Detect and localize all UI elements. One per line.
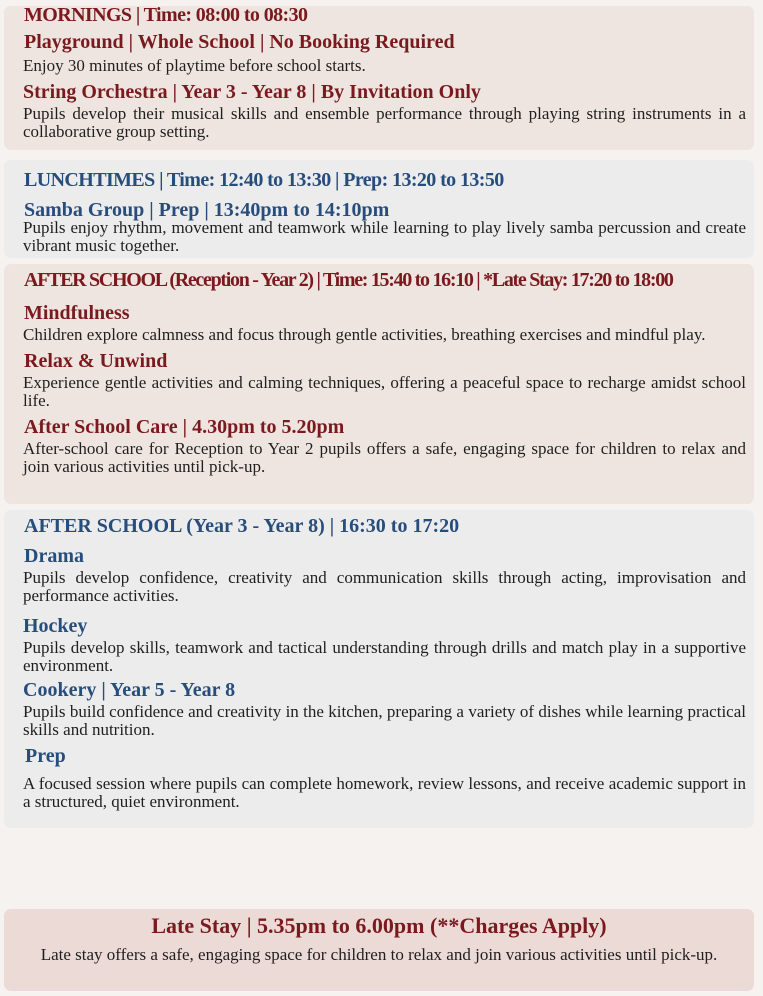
cookery-title: Cookery | Year 5 - Year 8 — [23, 679, 236, 701]
after-school-early-heading: AFTER SCHOOL (Reception - Year 2) | Time: 15:40 to 16:10 | *Late Stay: 17:20 to 18:00 — [24, 269, 673, 291]
after-school-care-title: After School Care | 4.30pm to 5.20pm — [24, 416, 345, 438]
lunchtimes-panel — [4, 160, 754, 258]
mornings-panel — [4, 6, 754, 150]
drama-title: Drama — [24, 545, 84, 567]
samba-desc: Pupils enjoy rhythm, movement and teamwork while learning to play lively samba percussion and create vibrant music together. — [23, 218, 746, 255]
prep-title: Prep — [25, 745, 66, 767]
late-stay-desc: Late stay offers a safe, engaging space for children to relax and join various activities until pick-up. — [40, 945, 718, 964]
prep-desc: A focused session where pupils can complete homework, review lessons, and receive academic support in a structured, quiet environment. — [23, 774, 746, 811]
relax-unwind-title: Relax & Unwind — [24, 350, 168, 372]
string-orchestra-title: String Orchestra | Year 3 - Year 8 | By Invitation Only — [23, 81, 481, 103]
samba-title: Samba Group | Prep | 13:40pm to 14:10pm — [24, 199, 390, 221]
after-school-senior-heading: AFTER SCHOOL (Year 3 - Year 8) | 16:30 to 17:20 — [24, 515, 460, 537]
mornings-heading: MORNINGS | Time: 08:00 to 08:30 — [24, 4, 308, 26]
playground-title: Playground | Whole School | No Booking Required — [24, 31, 455, 53]
drama-desc: Pupils develop confidence, creativity and communication skills through acting, improvisation and performance activities. — [23, 568, 746, 605]
playground-desc: Enjoy 30 minutes of playtime before school starts. — [23, 56, 366, 75]
hockey-title: Hockey — [23, 615, 88, 637]
cookery-desc: Pupils build confidence and creativity in the kitchen, preparing a variety of dishes while learning practical skills and nutrition. — [23, 702, 746, 739]
mindfulness-title: Mindfulness — [24, 302, 130, 324]
after-school-care-desc: After-school care for Reception to Year 2 pupils offers a safe, engaging space for children to relax and join various activities until pick-up. — [23, 439, 746, 476]
after-school-senior-panel — [4, 510, 754, 828]
hockey-desc: Pupils develop skills, teamwork and tactical understanding through drills and match play in a supportive environment. — [23, 638, 746, 675]
string-orchestra-desc: Pupils develop their musical skills and ensemble performance through playing string instruments in a collaborative group setting. — [23, 104, 746, 141]
relax-unwind-desc: Experience gentle activities and calming techniques, offering a peaceful space to recharge amidst school life. — [23, 373, 746, 410]
late-stay-panel — [4, 909, 754, 991]
late-stay-heading: Late Stay | 5.35pm to 6.00pm (**Charges Apply) — [151, 913, 607, 938]
mindfulness-desc: Children explore calmness and focus through gentle activities, breathing exercises and mindful play. — [23, 325, 706, 344]
after-school-early-panel — [4, 264, 754, 504]
lunchtimes-heading: LUNCHTIMES | Time: 12:40 to 13:30 | Prep: 13:20 to 13:50 — [24, 169, 504, 191]
